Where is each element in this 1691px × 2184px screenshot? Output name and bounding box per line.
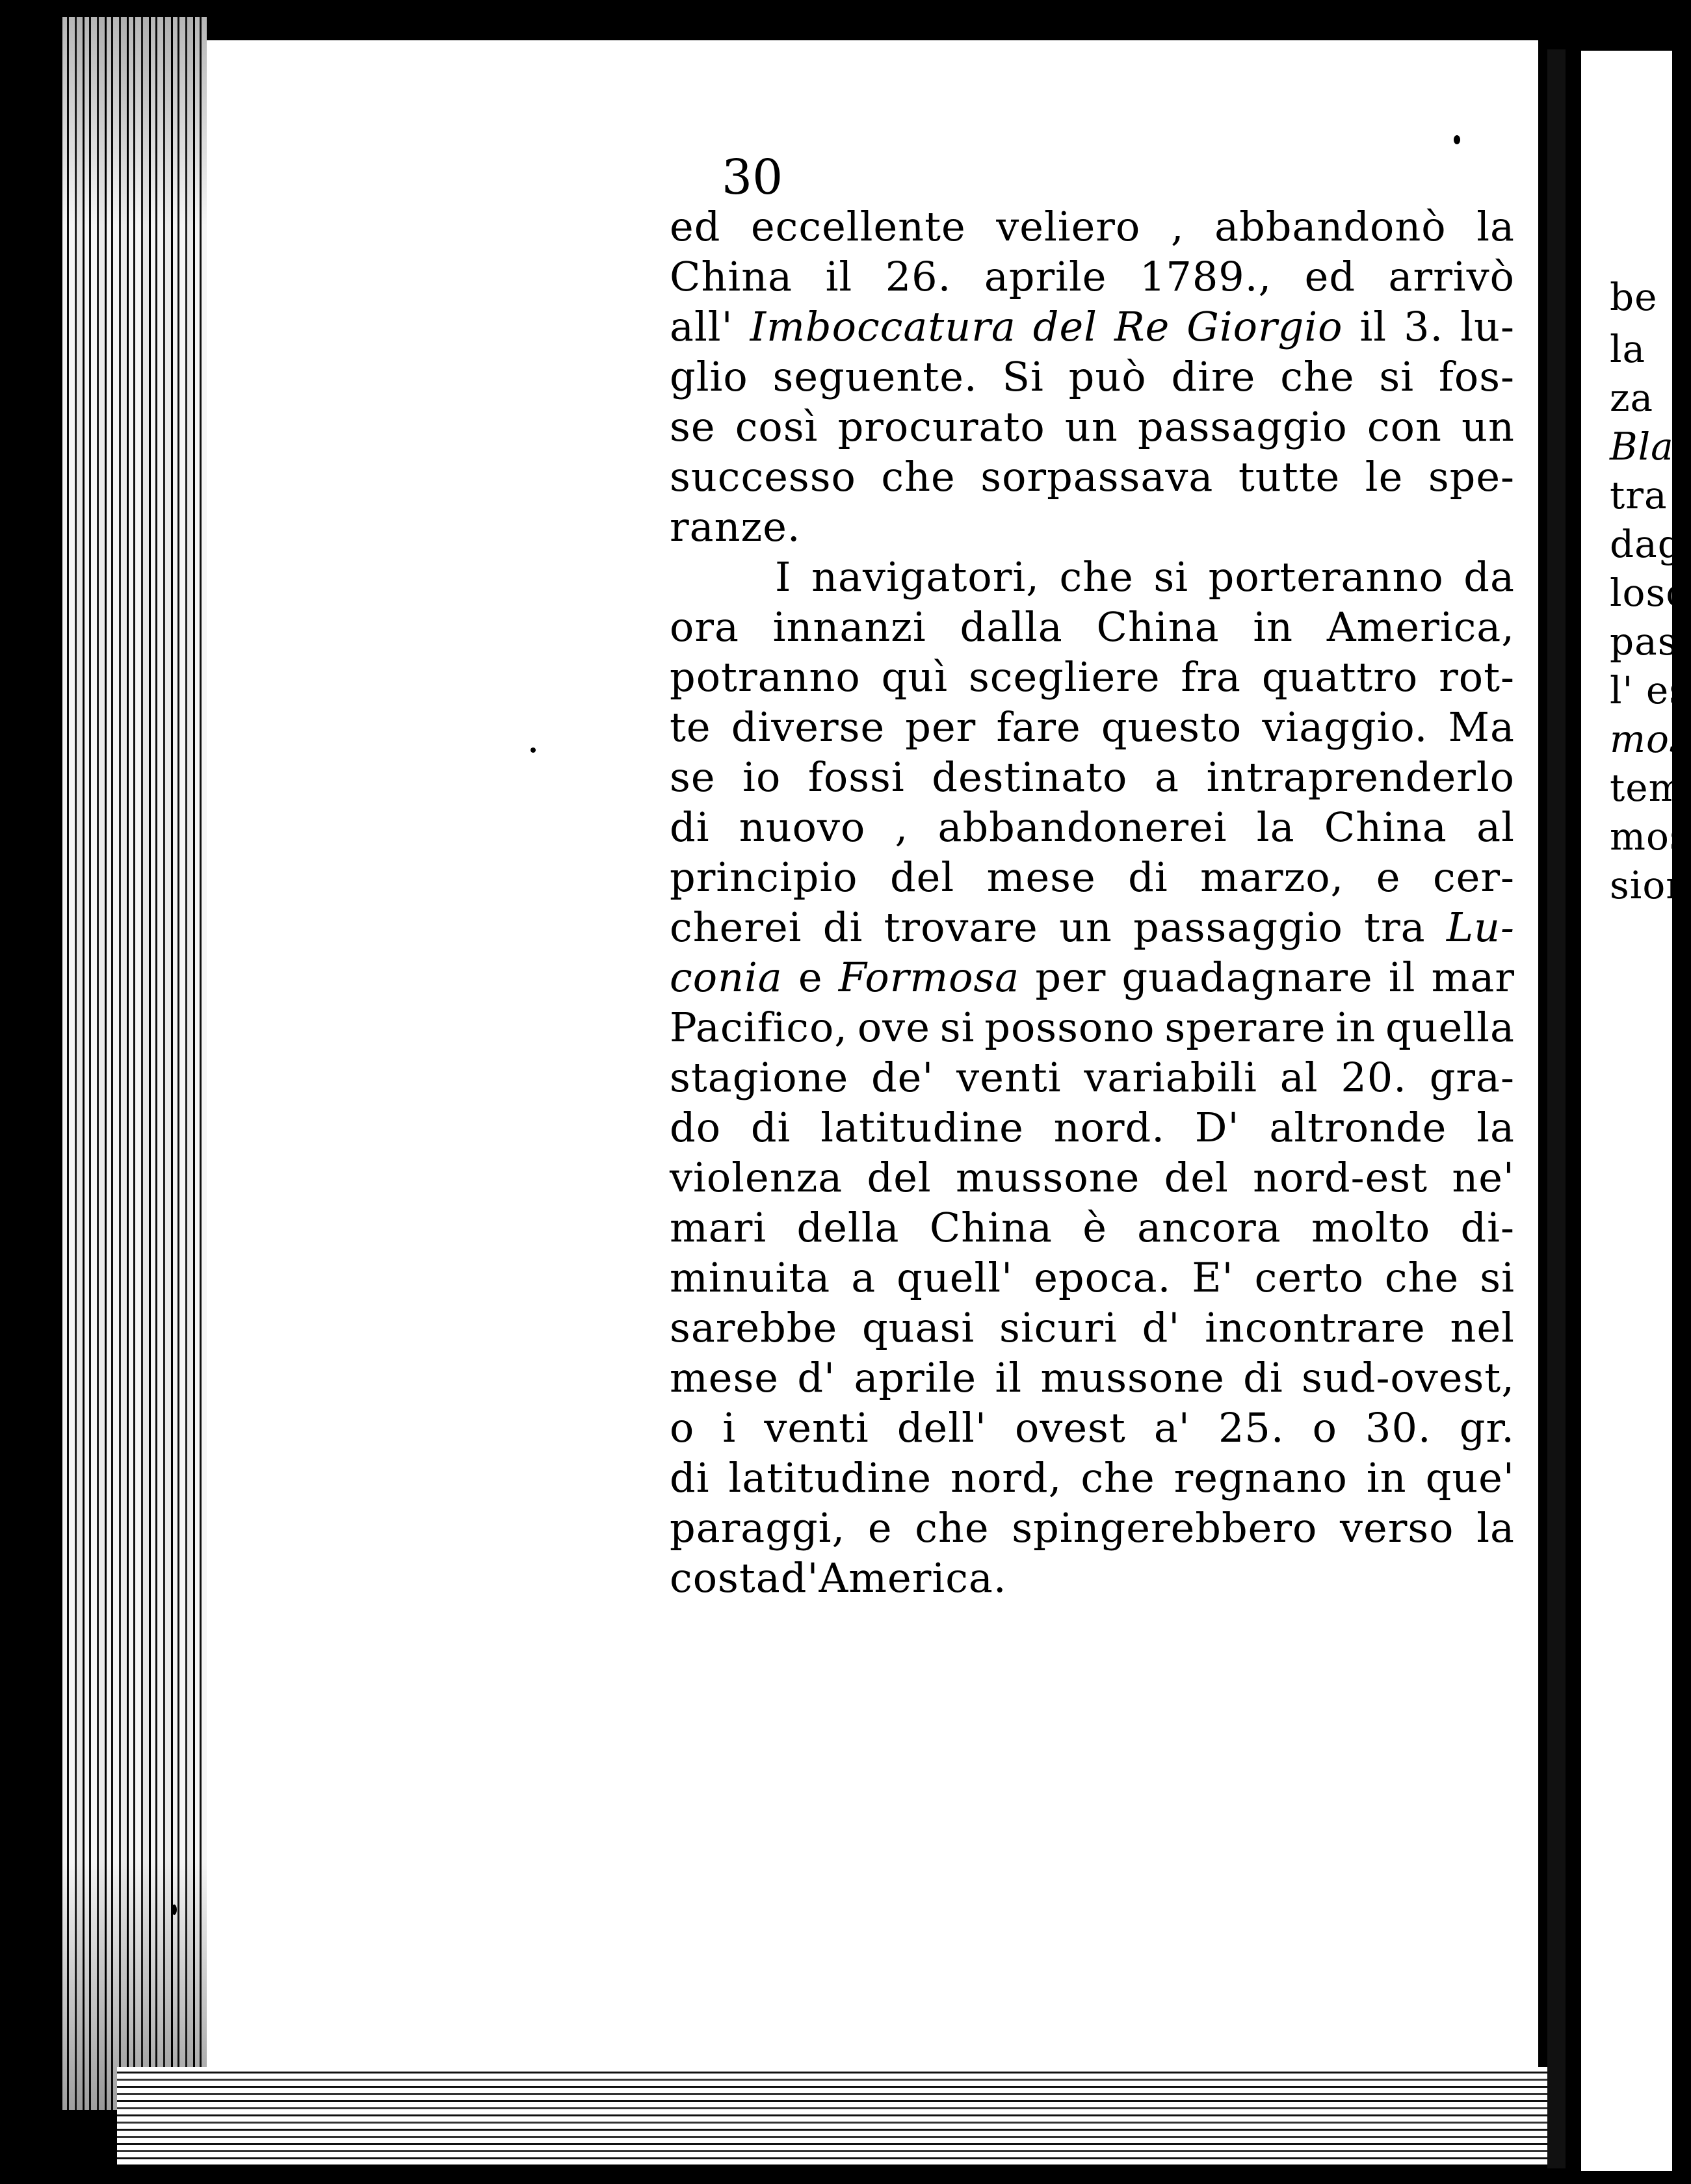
facing-line: mos xyxy=(1610,814,1690,859)
facing-line: dag xyxy=(1610,522,1683,566)
text-line: do di latitudine nord. D' altronde la xyxy=(670,1104,1515,1151)
text-line: ed eccellente veliero , abbandonò la xyxy=(670,203,1515,250)
facing-line: mos xyxy=(1610,717,1690,761)
text-line: costa d' America. xyxy=(670,1554,1007,1602)
text-line: se così procurato un passaggio con un xyxy=(670,403,1515,450)
text-line: successo che sorpassava tutte le spe- xyxy=(670,453,1515,500)
text-line: te diverse per fare questo viaggio. Ma xyxy=(670,703,1515,751)
text-line: paraggi, e che spingerebbero verso la xyxy=(670,1504,1515,1552)
text-line: glio seguente. Si può dire che si fos- xyxy=(670,353,1515,400)
text-line: China il 26. aprile 1789., ed arrivò xyxy=(670,253,1515,300)
text-line: potranno quì scegliere fra quattro rot- xyxy=(670,653,1515,701)
body-text xyxy=(670,202,1515,1603)
facing-line: tra xyxy=(1610,473,1668,517)
ink-speck xyxy=(1454,135,1460,144)
text-line: mari della China è ancora molto di- xyxy=(670,1204,1515,1251)
facing-line: pas xyxy=(1610,619,1678,664)
facing-line: la xyxy=(1610,327,1646,371)
facing-line: l' es xyxy=(1610,668,1690,712)
text-line: di nuovo , abbandonerei la China al xyxy=(670,803,1515,851)
text-line: I navigatori, che si porteranno da xyxy=(775,553,1515,601)
text-line: violenza del mussone del nord-est ne' xyxy=(670,1154,1515,1201)
text-line-with-italic: all' Imboccatura del Re Giorgio il 3. lu- xyxy=(670,303,1515,350)
text-line: minuita a quell' epoca. E' certo che si xyxy=(670,1254,1515,1301)
binding-gutter xyxy=(1547,49,1566,2168)
text-line: ora innanzi dalla China in America, xyxy=(670,603,1515,651)
facing-page-right xyxy=(1581,51,1691,2171)
facing-line: tem xyxy=(1610,766,1685,810)
text-line: stagione de' venti variabili al 20. gra- xyxy=(670,1054,1515,1101)
text-line: ranze . xyxy=(670,503,801,551)
text-line: Pacifico, ove si possono sperare in quella xyxy=(670,1004,1515,1051)
facing-line: Bla xyxy=(1610,424,1674,469)
page-edge-left xyxy=(62,17,210,2110)
text-line: se io fossi destinato a intraprenderlo xyxy=(670,753,1515,801)
facing-line: be xyxy=(1610,275,1658,319)
text-line-with-italic: conia e Formosa per guadagnare il mar xyxy=(670,954,1515,1001)
text-line: principio del mese di marzo, e cer- xyxy=(670,853,1515,901)
text-line-with-italic: cherei di trovare un passaggio tra Lu- xyxy=(670,904,1515,951)
ink-speck xyxy=(172,1904,177,1915)
text-line: mese d' aprile il mussone di sud-ovest, xyxy=(670,1354,1515,1401)
facing-line: sion xyxy=(1610,863,1691,907)
facing-line: za xyxy=(1610,376,1654,420)
facing-line: losc xyxy=(1610,571,1688,615)
page-edge-bottom xyxy=(117,2067,1554,2164)
text-line: o i venti dell' ovest a' 25. o 30. gr. xyxy=(670,1404,1515,1451)
text-line: di latitudine nord, che regnano in que' xyxy=(670,1454,1515,1502)
page-number: 30 xyxy=(722,150,783,205)
ink-speck xyxy=(531,748,536,753)
text-line: sarebbe quasi sicuri d' incontrare nel xyxy=(670,1304,1515,1351)
